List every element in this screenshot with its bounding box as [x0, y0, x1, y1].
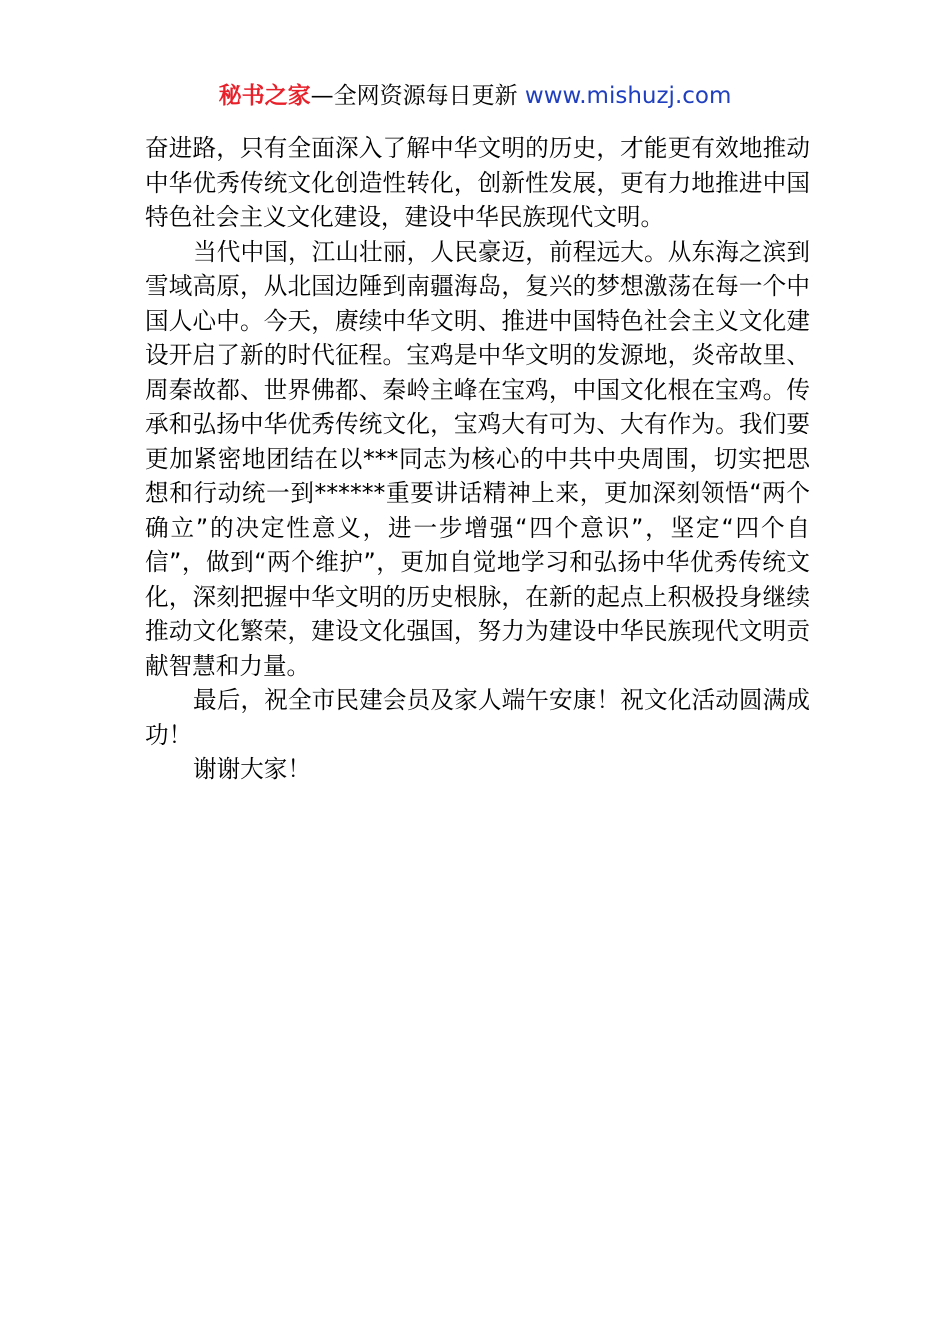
paragraph-continued: 奋进路，只有全面深入了解中华文明的历史，才能更有效地推动中华优秀传统文化创造性转化，创新性发展，更有力地推进中国特色社会主义文化建设，建设中华民族现代文明。 — [145, 134, 810, 231]
paragraph-thanks: 谢谢大家！ — [193, 755, 311, 783]
paragraph-closing-wishes: 最后，祝全市民建会员及家人端午安康！祝文化活动圆满成功！ — [145, 686, 810, 749]
page-header — [0, 80, 950, 112]
header-tagline: —全网资源每日更新 — [310, 83, 518, 109]
site-url-link[interactable]: www.mishuzj.com — [524, 83, 732, 109]
document-body — [145, 131, 810, 787]
paragraph-main: 当代中国，江山壮丽，人民豪迈，前程远大。从东海之滨到雪域高原，从北国边陲到南疆海岛，复兴的梦想激荡在每一个中国人心中。今天，赓续中华文明、推进中国特色社会主义文化建设开启了新的时代征程。宝鸡是中华文明的发源地，炎帝故里、周秦故都、世界佛都、秦岭主峰在宝鸡，中国文化根在宝鸡。传承和弘扬中华优秀传统文化，宝鸡大有可为、大有作为。我们要更加紧密地团结在以***同志为核心的中共中央周围，切实把思想和行动统一到******重要讲话精神上来，更加深刻领悟“两个确立”的决定性意义，进一步增强“四个意识”，坚定“四个自信”，做到“两个维护”，更加自觉地学习和弘扬中华优秀传统文化，深刻把握中华文明的历史根脉，在新的起点上积极投身继续推动文化繁荣，建设文化强国，努力为建设中华民族现代文明贡献智慧和力量。 — [145, 237, 810, 680]
brand-name: 秘书之家 — [218, 83, 311, 109]
